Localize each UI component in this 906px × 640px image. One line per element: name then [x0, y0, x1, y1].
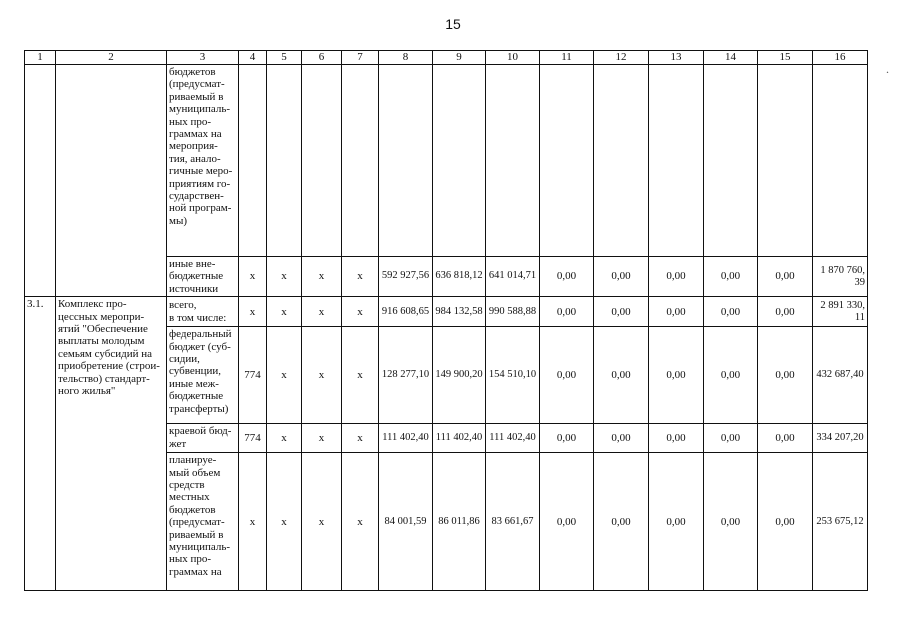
data-cell — [342, 65, 379, 257]
header-cell: 13 — [649, 51, 704, 65]
data-cell: 0,00 — [649, 453, 704, 591]
data-cell: 990 588,88 — [486, 297, 540, 327]
data-cell — [758, 65, 813, 257]
header-cell: 12 — [594, 51, 649, 65]
data-cell: x — [239, 453, 267, 591]
data-cell: 253 675,12 — [813, 453, 868, 591]
header-cell: 4 — [239, 51, 267, 65]
data-cell: 0,00 — [704, 297, 758, 327]
data-cell — [433, 65, 486, 257]
data-cell: 334 207,20 — [813, 424, 868, 453]
data-cell: 0,00 — [758, 327, 813, 424]
data-cell: x — [342, 297, 379, 327]
data-cell — [267, 65, 302, 257]
data-cell: 636 818,12 — [433, 257, 486, 297]
header-cell: 11 — [540, 51, 594, 65]
data-cell: 0,00 — [649, 424, 704, 453]
header-cell: 3 — [167, 51, 239, 65]
data-cell — [486, 65, 540, 257]
data-cell: 0,00 — [758, 297, 813, 327]
data-cell: x — [302, 453, 342, 591]
header-cell: 1 — [25, 51, 56, 65]
header-cell: 7 — [342, 51, 379, 65]
data-cell: 0,00 — [649, 327, 704, 424]
data-cell: 641 014,71 — [486, 257, 540, 297]
data-cell: 0,00 — [758, 453, 813, 591]
data-cell: 432 687,40 — [813, 327, 868, 424]
data-cell: 0,00 — [594, 257, 649, 297]
data-cell: 0,00 — [540, 453, 594, 591]
header-cell: 16 — [813, 51, 868, 65]
header-cell: 6 — [302, 51, 342, 65]
data-cell: 149 900,20 — [433, 327, 486, 424]
data-cell: x — [302, 297, 342, 327]
data-cell: x — [302, 257, 342, 297]
source-cell: иные вне- бюджетные источники — [167, 257, 239, 297]
data-cell: 84 001,59 — [379, 453, 433, 591]
data-cell — [594, 65, 649, 257]
data-cell: x — [267, 257, 302, 297]
data-cell: 0,00 — [649, 297, 704, 327]
data-cell: 774 — [239, 424, 267, 453]
data-cell: 0,00 — [758, 424, 813, 453]
data-cell: 83 661,67 — [486, 453, 540, 591]
data-cell: x — [342, 327, 379, 424]
measure-name: Комплекс про- цессных меропри- ятий "Обеспечение выплаты молодым семьям субсидий на приобретение (строи- тельство) стандарт- ного жилья" — [56, 297, 167, 591]
data-cell: x — [267, 327, 302, 424]
data-cell: 0,00 — [704, 327, 758, 424]
budget-table — [24, 50, 868, 591]
data-cell: 0,00 — [649, 257, 704, 297]
data-cell: 0,00 — [704, 257, 758, 297]
data-cell — [379, 65, 433, 257]
data-cell: 0,00 — [540, 257, 594, 297]
data-cell: x — [239, 257, 267, 297]
header-cell: 9 — [433, 51, 486, 65]
data-cell — [704, 65, 758, 257]
data-cell — [649, 65, 704, 257]
data-cell: 0,00 — [540, 327, 594, 424]
source-cell: бюджетов (предусмат- риваемый в муниципаль- ных про- граммах на мероприя- тия, анало- гичные меро- приятиям го- сударствен- ной програм- мы) — [167, 65, 239, 257]
data-cell: 154 510,10 — [486, 327, 540, 424]
data-cell: 86 011,86 — [433, 453, 486, 591]
header-cell: 8 — [379, 51, 433, 65]
data-cell: x — [342, 257, 379, 297]
name-cell — [56, 65, 167, 297]
table-row — [25, 65, 868, 257]
data-cell: x — [302, 327, 342, 424]
page-number: 15 — [445, 16, 461, 32]
data-cell: x — [267, 453, 302, 591]
data-cell: 0,00 — [540, 424, 594, 453]
data-cell — [239, 65, 267, 257]
data-cell — [813, 65, 868, 257]
data-cell: 0,00 — [704, 424, 758, 453]
header-row — [25, 51, 868, 65]
data-cell: x — [239, 297, 267, 327]
source-cell: планируе- мый объем средств местных бюджетов (предусмат- риваемый в муниципаль- ных про- граммах на — [167, 453, 239, 591]
data-cell: 128 277,10 — [379, 327, 433, 424]
header-cell: 14 — [704, 51, 758, 65]
data-cell: 111 402,40 — [379, 424, 433, 453]
source-cell: всего, в том числе: — [167, 297, 239, 327]
data-cell: 916 608,65 — [379, 297, 433, 327]
data-cell: 0,00 — [704, 453, 758, 591]
header-cell: 5 — [267, 51, 302, 65]
header-cell: 10 — [486, 51, 540, 65]
header-cell: 2 — [56, 51, 167, 65]
data-cell: 0,00 — [594, 327, 649, 424]
data-cell: x — [267, 297, 302, 327]
table-row — [25, 297, 868, 327]
source-cell: краевой бюд- жет — [167, 424, 239, 453]
index-cell — [25, 65, 56, 297]
data-cell — [540, 65, 594, 257]
data-cell: 0,00 — [594, 424, 649, 453]
data-cell: x — [267, 424, 302, 453]
data-cell: 0,00 — [540, 297, 594, 327]
header-cell: 15 — [758, 51, 813, 65]
data-cell: 774 — [239, 327, 267, 424]
data-cell — [302, 65, 342, 257]
data-cell: 2 891 330, 11 — [813, 297, 868, 327]
data-cell: x — [302, 424, 342, 453]
data-cell: 111 402,40 — [433, 424, 486, 453]
data-cell: 0,00 — [594, 453, 649, 591]
data-cell: 0,00 — [594, 297, 649, 327]
data-cell: 1 870 760, 39 — [813, 257, 868, 297]
data-cell: 0,00 — [758, 257, 813, 297]
margin-mark: . — [886, 62, 889, 76]
data-cell: 592 927,56 — [379, 257, 433, 297]
source-cell: федеральный бюджет (суб- сидии, субвенции, иные меж- бюджетные трансферты) — [167, 327, 239, 424]
row-index: 3.1. — [25, 297, 56, 591]
data-cell: 984 132,58 — [433, 297, 486, 327]
data-cell: x — [342, 453, 379, 591]
data-cell: x — [342, 424, 379, 453]
data-cell: 111 402,40 — [486, 424, 540, 453]
